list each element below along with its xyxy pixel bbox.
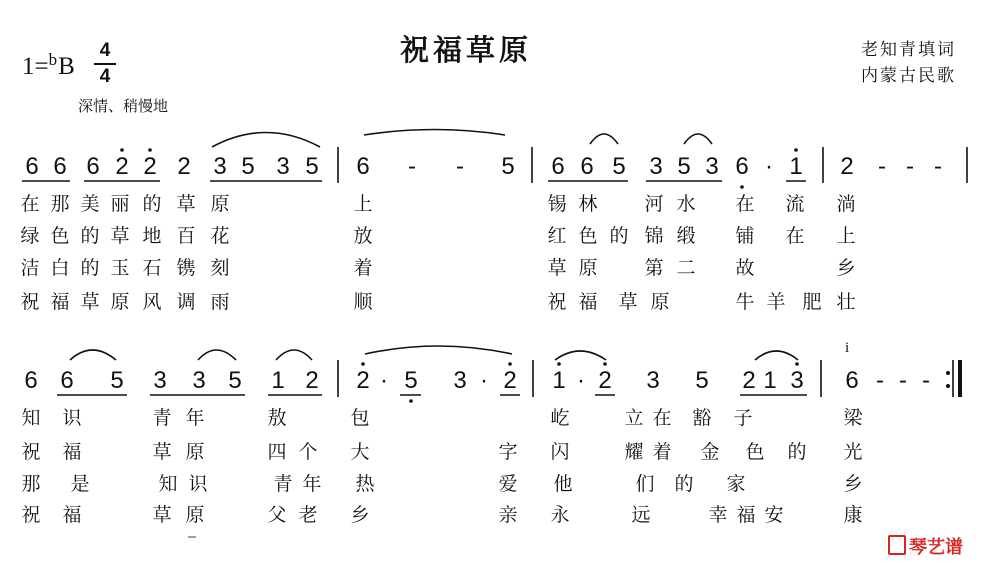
- composer-credit: 内蒙古民歌: [861, 66, 956, 86]
- slur: [212, 133, 320, 148]
- lyric-char: 字: [498, 441, 518, 463]
- note: 2: [598, 367, 612, 394]
- lyric-char: 故: [735, 257, 755, 279]
- lyric-char: 放: [353, 225, 373, 247]
- lyric-char: 远: [631, 504, 651, 526]
- lyric-char: 在: [785, 225, 805, 247]
- slur: [70, 350, 116, 360]
- lyric-char: 草: [152, 504, 172, 526]
- note: 3: [649, 153, 663, 180]
- lyric-char: 草: [618, 291, 638, 313]
- lyric-char: 水: [676, 193, 696, 215]
- note: 3: [453, 367, 467, 394]
- note: 5: [677, 153, 691, 180]
- note: 3: [153, 367, 167, 394]
- lyric-char: 在: [652, 407, 672, 429]
- note: 5: [695, 367, 709, 394]
- lyric-char: 原: [110, 291, 130, 313]
- lyric-char: 色: [50, 225, 70, 247]
- note: 5: [501, 153, 515, 180]
- lyric-char: 林: [578, 193, 598, 215]
- octave-dot: [557, 362, 561, 366]
- lyric-char: 顺: [353, 291, 373, 313]
- repeat-mark: i: [845, 340, 850, 356]
- song-title: 祝福草原: [400, 33, 533, 67]
- lyric-char: 的: [674, 473, 694, 495]
- lyric-char: 二: [676, 257, 696, 279]
- slur: [276, 350, 312, 360]
- note: 3: [276, 153, 290, 180]
- note: 5: [228, 367, 242, 394]
- note: 3: [705, 153, 719, 180]
- lyric-char: 肥: [802, 291, 822, 313]
- lyric-char: 祝: [21, 504, 41, 526]
- lyric-char: 年: [302, 473, 322, 495]
- lyric-char: 美: [80, 193, 100, 215]
- key-note: B: [58, 53, 75, 80]
- lyric-char: 敖: [267, 407, 287, 429]
- lyric-char: 知: [158, 473, 178, 495]
- lyric-char: 青: [273, 473, 293, 495]
- note: -: [899, 367, 907, 394]
- lyric-char: 洁: [20, 257, 40, 279]
- lyric-char: 原: [185, 441, 205, 463]
- note: 5: [404, 367, 418, 394]
- octave-dot: [508, 362, 512, 366]
- lyric-char: 绿: [20, 225, 40, 247]
- note: 1: [763, 367, 777, 394]
- lyric-char: 福: [50, 291, 70, 313]
- lyric-char: 梁: [843, 407, 863, 429]
- lyric-char: 镌: [176, 257, 196, 279]
- note: 2: [356, 367, 370, 394]
- note: 3: [790, 367, 804, 394]
- lyric-char: 立: [624, 407, 644, 429]
- lyric-char: 父: [267, 504, 287, 526]
- lyric-char: 草: [547, 257, 567, 279]
- lyric-char: 调: [176, 291, 196, 313]
- note: 1: [271, 367, 285, 394]
- lyric-char: 那: [21, 473, 41, 495]
- lyric-char: 那: [50, 193, 70, 215]
- lyric-char: 草: [110, 225, 130, 247]
- lyric-char: 知: [21, 407, 41, 429]
- note: 3: [646, 367, 660, 394]
- lyric-char: 家: [726, 473, 746, 495]
- slur: [755, 351, 798, 360]
- note: 5: [305, 153, 319, 180]
- lyric-char: 百: [176, 225, 196, 247]
- note: 2: [115, 153, 129, 180]
- lyric-char: 们: [635, 473, 655, 495]
- lyric-char: 草: [152, 441, 172, 463]
- note: 5: [612, 153, 626, 180]
- lyric-char: 色: [578, 225, 598, 247]
- lyric-char: 白: [50, 257, 70, 279]
- note: -: [456, 153, 464, 180]
- note: 6: [25, 153, 39, 180]
- note: -: [922, 367, 930, 394]
- lyric-char: 识: [62, 407, 82, 429]
- lyric-char: 青: [152, 407, 172, 429]
- lyric-char: 金: [700, 441, 720, 463]
- note: -: [878, 153, 886, 180]
- lyric-char: 的: [787, 441, 807, 463]
- note: 6: [24, 367, 38, 394]
- lyric-char: 亲: [498, 504, 518, 526]
- note: 2: [742, 367, 756, 394]
- lyric-char: 玉: [110, 257, 130, 279]
- note: 3: [213, 153, 227, 180]
- lyric-char: 闪: [550, 441, 570, 463]
- lyric-char: 福: [578, 291, 598, 313]
- lyric-char: 刻: [210, 257, 230, 279]
- lyric-char: 四: [267, 441, 287, 463]
- lyric-char: 在: [735, 193, 755, 215]
- lyric-char: 上: [836, 225, 856, 247]
- time-bottom: 4: [99, 66, 111, 87]
- lyric-char: 锡: [547, 193, 567, 215]
- lyric-char: 屹: [550, 407, 570, 429]
- lyric-char: 红: [547, 225, 567, 247]
- lyric-char: 草: [80, 291, 100, 313]
- lyric-char: 原: [210, 193, 230, 215]
- note: 6: [735, 153, 749, 180]
- repeat-bar-thick: [958, 360, 962, 397]
- note: -: [408, 153, 416, 180]
- lyric-char: 花: [210, 225, 230, 247]
- lyric-char: 在: [20, 193, 40, 215]
- lyric-char: 的: [80, 257, 100, 279]
- note: ·: [765, 153, 773, 180]
- lyric-char: 是: [70, 473, 90, 495]
- lyric-char: 他: [553, 473, 573, 495]
- note: 6: [551, 153, 565, 180]
- lyric-char: 原: [650, 291, 670, 313]
- note: 6: [53, 153, 67, 180]
- lyric-char: 羊: [766, 291, 786, 313]
- lyric-char: 缎: [676, 225, 696, 247]
- lyric-char: 着: [353, 257, 373, 279]
- octave-dot: [148, 148, 152, 152]
- lyric-char: 石: [142, 257, 162, 279]
- lyric-char: 祝: [20, 291, 40, 313]
- lyric-char: 耀: [624, 441, 644, 463]
- lyric-char: 乡: [836, 257, 856, 279]
- lyric-char: 包: [350, 407, 370, 429]
- note: 2: [143, 153, 157, 180]
- lyric-char: 康: [843, 504, 863, 526]
- lyricist-credit: 老知青填词: [861, 40, 956, 60]
- note: ·: [380, 367, 388, 394]
- note: 2: [840, 153, 854, 180]
- lyric-char: 乡: [350, 504, 370, 526]
- note: ·: [480, 367, 488, 394]
- lyric-char: 淌: [836, 193, 856, 215]
- slur: [684, 134, 712, 144]
- octave-dot: [361, 362, 365, 366]
- note: 2: [503, 367, 517, 394]
- note: 3: [192, 367, 206, 394]
- slur: [555, 351, 606, 360]
- logo-icon: [888, 535, 906, 555]
- tempo-marking: 深情、稍慢地: [78, 97, 169, 115]
- lyric-char: 安: [764, 504, 784, 526]
- octave-dot: [795, 362, 799, 366]
- lyric-char: 色: [745, 441, 765, 463]
- lyric-char: 雨: [210, 291, 230, 313]
- octave-dot: [794, 148, 798, 152]
- note: 1: [552, 367, 566, 394]
- lyric-char: 子: [733, 407, 753, 429]
- watermark-text: 琴艺谱: [909, 537, 963, 558]
- lyric-char: 牛: [735, 291, 755, 313]
- lyric-char: 豁: [692, 407, 712, 429]
- lyric-char: 识: [188, 473, 208, 495]
- lyric-char: 爱: [498, 473, 518, 495]
- lyric-char: 福: [736, 504, 756, 526]
- note: 6: [356, 153, 370, 180]
- note: 6: [580, 153, 594, 180]
- octave-dot: [120, 148, 124, 152]
- lyric-char: 热: [355, 473, 375, 495]
- octave-dot: [740, 185, 744, 189]
- lyric-char: 的: [80, 225, 100, 247]
- watermark-logo: [888, 533, 963, 559]
- flat-sign: b: [48, 50, 58, 69]
- note: 5: [241, 153, 255, 180]
- note: 2: [177, 153, 191, 180]
- octave-dot: [409, 399, 413, 403]
- lyric-char: 地: [142, 225, 162, 247]
- note: -: [934, 153, 942, 180]
- lyric-char: 年: [185, 407, 205, 429]
- repeat-dot: [946, 384, 950, 388]
- lyric-char: 铺: [735, 225, 755, 247]
- lyric-char: 祝: [21, 441, 41, 463]
- lyric-char: 壮: [836, 291, 856, 313]
- note: -: [876, 367, 884, 394]
- slur: [590, 134, 618, 144]
- lyric-char: 原: [185, 504, 205, 526]
- note: 5: [110, 367, 124, 394]
- lyric-char: 永: [550, 504, 570, 526]
- slur: [198, 350, 236, 360]
- lyric-char: 老: [298, 504, 318, 526]
- note: 6: [86, 153, 100, 180]
- note: 1: [789, 153, 803, 180]
- lyric-char: 福: [62, 441, 82, 463]
- lyric-char: 的: [609, 225, 629, 247]
- lyric-char: 乡: [843, 473, 863, 495]
- note: ·: [577, 367, 585, 394]
- lyric-char: 第: [644, 257, 664, 279]
- lyric-char: 流: [785, 193, 805, 215]
- repeat-dot: [946, 371, 950, 375]
- lyric-char: 大: [350, 441, 370, 463]
- lyric-char: 着: [652, 441, 672, 463]
- lyric-char: 幸: [708, 504, 728, 526]
- lyric-char: 草: [176, 193, 196, 215]
- lyric-char: 的: [142, 193, 162, 215]
- key-prefix: 1=: [22, 53, 49, 80]
- note: 2: [305, 367, 319, 394]
- lyric-char: 锦: [644, 225, 664, 247]
- lyric-char: 光: [843, 441, 863, 463]
- lyric-char: 福: [62, 504, 82, 526]
- octave-dot: [603, 362, 607, 366]
- lyric-char: 原: [578, 257, 598, 279]
- lyric-char: 风: [142, 291, 162, 313]
- time-top: 4: [99, 40, 111, 61]
- lyric-char: 河: [644, 193, 664, 215]
- lyric-char: 上: [353, 193, 373, 215]
- note: -: [906, 153, 914, 180]
- note: 6: [60, 367, 74, 394]
- note: 6: [845, 367, 859, 394]
- lyric-char: 个: [298, 441, 318, 463]
- slur: [364, 130, 505, 136]
- slur: [365, 346, 512, 354]
- lyric-char: 祝: [547, 291, 567, 313]
- lyric-char: 丽: [110, 193, 130, 215]
